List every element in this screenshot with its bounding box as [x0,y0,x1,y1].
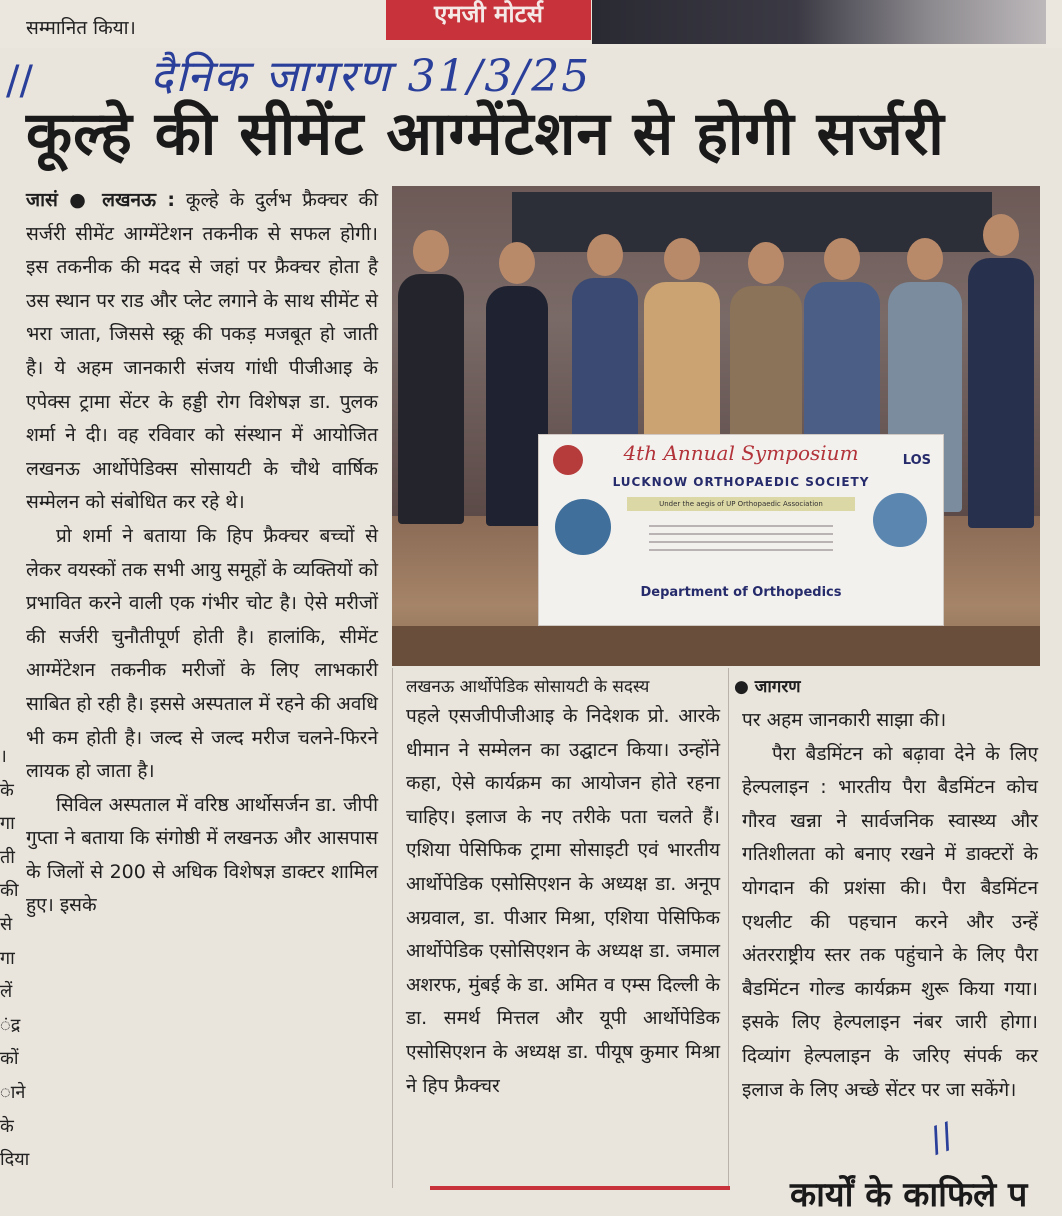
article-column-left [26,184,378,923]
xray-image-icon [873,493,927,547]
article-paragraph: प्रो शर्मा ने बताया कि हिप फ्रैक्चर बच्चों से लेकर वयस्कों तक सभी आयु समूहों के व्यक्तियों को प्रभावित करने वाली एक गंभीर चोट है। ऐसे मरीजों की सर्जरी चुनौतीपूर्ण होती है। हालांकि, सीमेंट आग्मेंटेशन तकनीक मरीजों के लिए लाभकारी साबित हो रही है। इससे अस्पताल में रहने की अवधि भी कम होती है। जल्द से जल्द मरीज चलने-फिरने लायक हो जाता है। [26,524,378,783]
adjacent-article-fragment: । के गा ती की से गा लें ंद्र कों ाने के दिया [0,746,30,1171]
article-paragraph: सिविल अस्पताल में वरिष्ठ आर्थोसर्जन डा. जीपी गुप्ता ने बताया कि संगोष्ठी में लखनऊ और आसपास के जिलों से 200 से अधिक विशेषज्ञ डाक्टर शामिल हुए। इसके [26,793,378,917]
banner-title: 4th Annual Symposium [623,441,859,465]
article-headline: कूल्हे की सीमेंट आग्मेंटेशन से होगी सर्जरी [26,99,945,169]
advertisement-photo [592,0,1046,44]
article-column-right [742,704,1038,1107]
pen-tick-mark: // [923,1115,960,1161]
los-logo: LOS [902,453,931,468]
photo-stage-edge [392,626,1040,666]
pen-mark: // [6,58,33,104]
banner-subtitle: Under the aegis of UP Orthopaedic Association [627,497,855,511]
event-photo [392,186,1040,666]
article-paragraph: पैरा बैडमिंटन को बढ़ावा देने के लिए हेल्पलाइन : भारतीय पैरा बैडमिंटन कोच गौरव खन्ना ने सार्वजनिक स्वास्थ्य और गतिशीलता को बनाए रखने में डाक्टरों के योगदान की प्रशंसा की। पैरा बैडमिंटन एथलीट की पहचान करने और उन्हें अंतरराष्ट्रीय स्तर तक पहुंचाने के लिए पैरा बैडमिंटन गोल्ड कार्यक्रम शुरू किया गया। इसके लिए हेल्पलाइन नंबर जारी होगा। दिव्यांग हेल्पलाइन के जरिए संपर्क कर इलाज के लिए अच्छे सेंटर पर जा सकेंगे। [742,742,1038,1101]
article-column-middle [406,700,720,1103]
handwritten-source-note: दैनिक जागरण 31/3/25 [150,51,592,102]
article-paragraph: पर अहम जानकारी साझा की। [742,709,947,731]
xray-image-icon [555,499,611,555]
symposium-banner [538,434,944,626]
article-paragraph: पहले एसजीपीजीआइ के निदेशक प्रो. आरके धीमान ने सम्मेलन का उद्घाटन किया। उन्होंने कहा, ऐसे कार्यक्रम का आयोजन होते रहना चाहिए। इलाज के नए तरीके पता चलते हैं। एशिया पेसिफिक ट्रामा सोसाइटी एवं भारतीय आर्थोपेडिक एसोसिएशन के अध्यक्ष डा. अनूप अग्रवाल, डा. पीआर मिश्रा, एशिया पेसिफिक आर्थोपेडिक एसोसिएशन के अध्यक्ष डा. जमाल अशरफ, मुंबई के डा. अमित व एम्स दिल्ली के डा. समर्थ मित्तल और यूपी आर्थोपेडिक एसोसिएशन के अध्यक्ष डा. पीयूष कुमार मिश्रा ने हिप फ्रैक्चर [406,705,720,1097]
banner-department: Department of Orthopedics [640,585,842,600]
banner-fine-print [649,519,833,579]
next-article-headline: कार्यों के काफिले प [790,1175,1028,1215]
section-rule [430,1186,730,1190]
photo-credit: ● जागरण [734,677,801,697]
advertisement-banner: एमजी मोटर्स [386,0,591,40]
column-divider [392,668,393,1188]
banner-society: LUCKNOW ORTHOPAEDIC SOCIETY [612,475,870,489]
column-divider [728,668,729,1188]
person-figure [398,274,464,524]
person-figure [968,258,1034,528]
photo-caption: लखनऊ आर्थोपेडिक सोसायटी के सदस्य [406,677,650,697]
dateline: जासं ● लखनऊ : [26,189,176,211]
article-paragraph [26,184,378,520]
previous-article-snippet: सम्मानित किया। [26,17,136,39]
paragraph-text: कूल्हे के दुर्लभ फ्रैक्चर की सर्जरी सीमेंट आग्मेंटेशन तकनीक से सफल होगी। इस तकनीक की मदद से जहां पर फ्रैक्चर होता है उस स्थान पर राड और प्लेट लगाने के साथ सीमेंट से भरा जाता, जिससे स्क्रू की पकड़ मजबूत हो जाती है। ये अहम जानकारी संजय गांधी पीजीआइ के एपेक्स ट्रामा सेंटर के हड्डी रोग विशेषज्ञ डा. पुलक शर्मा ने दी। वह रविवार को संस्थान में आयोजित लखनऊ आर्थोपेडिक्स सोसायटी के चौथे वार्षिक सम्मेलन को संबोधित कर रहे थे। [26,189,378,514]
